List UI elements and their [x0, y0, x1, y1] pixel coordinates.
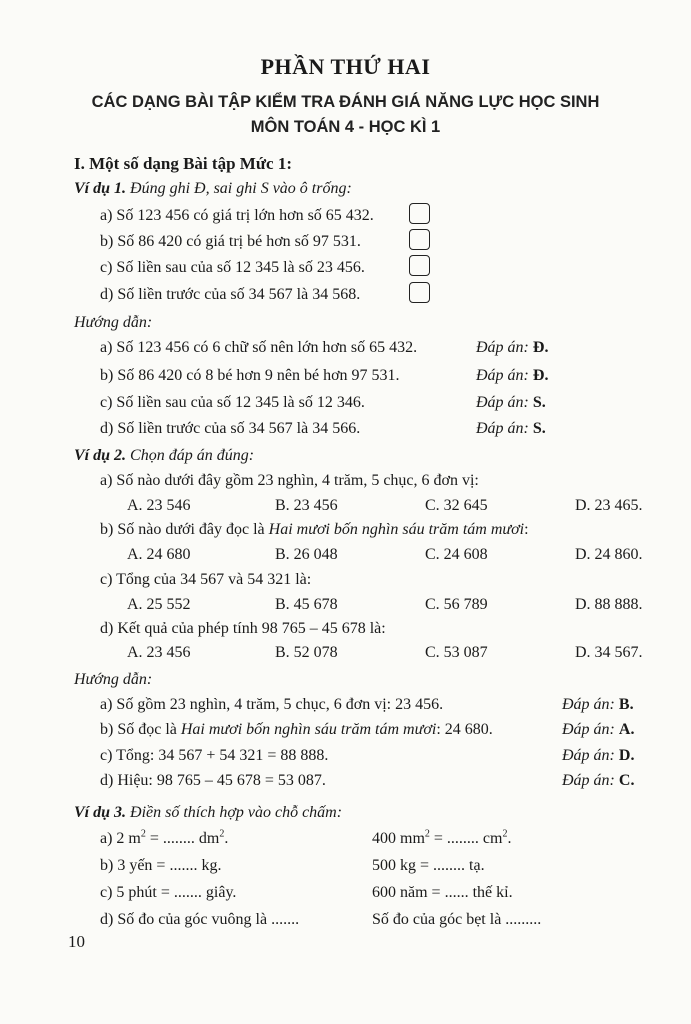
ex1-guide-label: Hướng dẫn: — [74, 314, 153, 331]
ex1-item-a: a) Số 123 456 có giá trị lớn hơn số 65 432. — [100, 207, 374, 224]
a-right-sup: 2 — [424, 828, 430, 840]
q-b-suffix: : — [524, 521, 529, 538]
ex2-guide-a: a) Số gồm 23 nghìn, 4 trăm, 5 chục, 6 đơn vị: 23 456. — [100, 696, 444, 713]
answer-label: Đáp án: — [562, 772, 615, 789]
example-1-label: Ví dụ 1. — [74, 180, 127, 197]
ex1-answer-b — [476, 366, 548, 386]
answer-label: Đáp án: — [562, 696, 615, 713]
ex3-item-c-left: c) 5 phút = ....... giây. — [100, 884, 237, 901]
example-3-heading — [74, 803, 342, 823]
answer-box-d[interactable] — [409, 282, 430, 303]
a-left-sup: 2 — [140, 828, 146, 840]
ex2-d-option-d: D. 34 567. — [575, 644, 643, 661]
ex2-d-option-a: A. 23 456 — [127, 644, 191, 661]
ex2-a-option-d: D. 23 465. — [575, 497, 643, 514]
answer-label: Đáp án: — [476, 367, 529, 384]
ex3-item-d-right: Số đo của góc bẹt là ......... — [372, 911, 542, 928]
subtitle-line-1: CÁC DẠNG BÀI TẬP KIỂM TRA ĐÁNH GIÁ NĂNG LỰC HỌC SINH — [91, 93, 600, 111]
ex2-answer-d — [562, 771, 634, 791]
answer-value: A. — [618, 721, 635, 738]
answer-box-b[interactable] — [409, 229, 430, 250]
example-2-heading — [74, 446, 254, 466]
ex3-item-a-left — [100, 829, 228, 849]
ex3-item-c-right: 600 năm = ...... thế kỉ. — [372, 884, 513, 901]
answer-label: Đáp án: — [476, 420, 529, 437]
ex1-answer-a — [476, 338, 548, 358]
ex2-c-option-a: A. 25 552 — [127, 596, 191, 613]
ex2-b-option-d: D. 24 860. — [575, 546, 643, 563]
ex2-answer-b — [562, 720, 634, 740]
ex2-a-option-b: B. 23 456 — [275, 497, 338, 514]
ex1-guide-b: b) Số 86 420 có 8 bé hơn 9 nên bé hơn 97 531. — [100, 367, 400, 384]
guide-b-suffix: : 24 680. — [436, 721, 493, 738]
ex2-d-option-b: B. 52 078 — [275, 644, 338, 661]
ex2-guide-b — [100, 720, 493, 740]
answer-value: D. — [618, 747, 635, 764]
guide-b-prefix: b) Số đọc là — [100, 721, 181, 738]
a-right-mid: = ........ cm — [429, 830, 503, 847]
ex3-item-d-left: d) Số đo của góc vuông là ....... — [100, 911, 300, 928]
ex2-answer-a — [562, 695, 634, 715]
ex2-c-option-b: B. 45 678 — [275, 596, 338, 613]
answer-label: Đáp án: — [476, 339, 529, 356]
example-3-prompt: Điền số thích hợp vào chỗ chấm: — [130, 804, 343, 821]
ex3-item-b-left: b) 3 yến = ....... kg. — [100, 857, 222, 874]
page-number: 10 — [68, 932, 85, 951]
answer-label: Đáp án: — [562, 747, 615, 764]
subtitle-line-2: MÔN TOÁN 4 - HỌC KÌ 1 — [250, 118, 441, 136]
answer-value: C. — [618, 772, 635, 789]
ex1-guide-a: a) Số 123 456 có 6 chữ số nên lớn hơn số 65 432. — [100, 339, 418, 356]
answer-value: Đ. — [532, 339, 549, 356]
a-right-sup-2: 2 — [502, 828, 508, 840]
ex2-question-a: a) Số nào dưới đây gồm 23 nghìn, 4 trăm, 5 chục, 6 đơn vị: — [100, 472, 479, 489]
ex2-guide-c: c) Tổng: 34 567 + 54 321 = 88 888. — [100, 747, 329, 764]
example-2-prompt: Chọn đáp án đúng: — [130, 447, 255, 464]
ex3-item-b-right: 500 kg = ........ tạ. — [372, 857, 485, 874]
ex2-answer-c — [562, 746, 634, 766]
ex2-c-option-d: D. 88 888. — [575, 596, 643, 613]
ex3-item-a-right — [372, 829, 511, 849]
ex1-item-d: d) Số liền trước của số 34 567 là 34 568. — [100, 286, 361, 303]
answer-value: Đ. — [532, 367, 549, 384]
example-1-heading — [74, 179, 352, 199]
example-2-label: Ví dụ 2. — [74, 447, 127, 464]
answer-value: S. — [532, 394, 546, 411]
ex2-b-option-a: A. 24 680 — [127, 546, 191, 563]
section-heading: I. Một số dạng Bài tập Mức 1: — [74, 154, 292, 173]
q-b-italic: Hai mươi bốn nghìn sáu trăm tám mươi — [268, 521, 525, 538]
ex2-a-option-a: A. 23 546 — [127, 497, 191, 514]
example-1-prompt: Đúng ghi Đ, sai ghi S vào ô trống: — [130, 180, 352, 197]
page-title: PHẦN THỨ HAI — [260, 54, 431, 79]
guide-b-italic: Hai mươi bốn nghìn sáu trăm tám mươi — [180, 721, 437, 738]
answer-label: Đáp án: — [476, 394, 529, 411]
ex1-answer-d — [476, 419, 546, 439]
answer-value: S. — [532, 420, 546, 437]
ex1-guide-d: d) Số liền trước của số 34 567 là 34 566. — [100, 420, 361, 437]
ex1-item-c: c) Số liền sau của số 12 345 là số 23 456. — [100, 259, 365, 276]
answer-box-c[interactable] — [409, 255, 430, 276]
ex1-answer-c — [476, 393, 546, 413]
ex2-guide-label: Hướng dẫn: — [74, 671, 153, 688]
example-3-label: Ví dụ 3. — [74, 804, 127, 821]
a-left-text: a) 2 m — [100, 830, 141, 847]
ex2-b-option-b: B. 26 048 — [275, 546, 338, 563]
ex2-a-option-c: C. 32 645 — [425, 497, 488, 514]
ex2-c-option-c: C. 56 789 — [425, 596, 488, 613]
a-right-end: . — [507, 830, 512, 847]
answer-box-a[interactable] — [409, 203, 430, 224]
q-b-prefix: b) Số nào dưới đây đọc là — [100, 521, 269, 538]
ex2-b-option-c: C. 24 608 — [425, 546, 488, 563]
ex2-question-b — [100, 520, 529, 540]
a-left-sup-2: 2 — [219, 828, 225, 840]
ex1-guide-c: c) Số liền sau của số 12 345 là số 12 346. — [100, 394, 365, 411]
answer-label: Đáp án: — [562, 721, 615, 738]
a-left-mid: = ........ dm — [145, 830, 220, 847]
ex2-question-c: c) Tổng của 34 567 và 54 321 là: — [100, 571, 312, 588]
ex2-question-d: d) Kết quả của phép tính 98 765 – 45 678 là: — [100, 620, 386, 637]
ex2-d-option-c: C. 53 087 — [425, 644, 488, 661]
ex2-guide-d: d) Hiệu: 98 765 – 45 678 = 53 087. — [100, 772, 326, 789]
a-left-end: . — [224, 830, 229, 847]
ex1-item-b: b) Số 86 420 có giá trị bé hơn số 97 531. — [100, 233, 361, 250]
a-right-text: 400 mm — [372, 830, 425, 847]
answer-value: B. — [618, 696, 634, 713]
